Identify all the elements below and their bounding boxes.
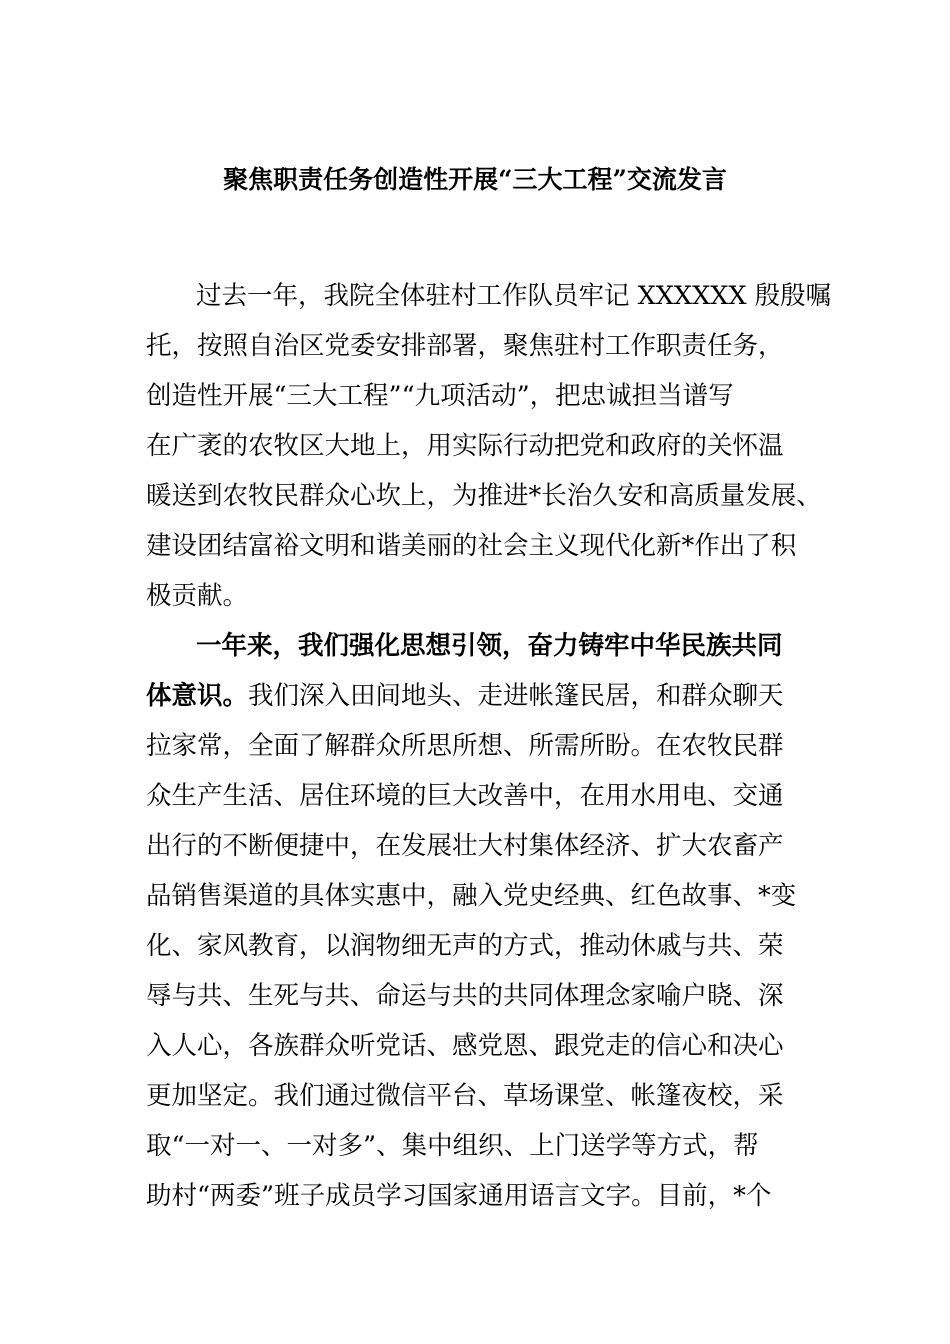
paragraph-line: 助村“两委”班子成员学习国家通用语言文字。目前，*个 <box>146 1181 772 1211</box>
paragraph-line: 辱与共、生死与共、命运与共的共同体理念家喻户晓、深 <box>146 981 784 1011</box>
document-title: 聚焦职责任务创造性开展“三大工程”交流发言 <box>223 165 727 194</box>
paragraph-line: 托，按照自治区党委安排部署，聚焦驻村工作职责任务， <box>146 331 784 361</box>
paragraph-line: 取“一对一、一对多”、集中组织、上门送学等方式，帮 <box>146 1131 759 1161</box>
section-heading: 一年来，我们强化思想引领，奋力铸牢中华民族共同 <box>196 631 783 661</box>
paragraph-line: 过去一年，我院全体驻村工作队员牢记 XXXXXX 殷殷嘱 <box>196 281 832 311</box>
paragraph-text: 我们深入田间地头、走进帐篷民居，和群众聊天 <box>248 681 784 711</box>
paragraph-line <box>146 676 784 716</box>
paragraph-line: 建设团结富裕文明和谐美丽的社会主义现代化新*作出了积 <box>146 531 797 561</box>
paragraph-line: 众生产生活、居住环境的巨大改善中，在用水用电、交通 <box>146 781 784 811</box>
paragraph-line: 品销售渠道的具体实惠中，融入党史经典、红色故事、*变 <box>146 881 797 911</box>
paragraph-line: 在广袤的农牧区大地上，用实际行动把党和政府的关怀温 <box>146 431 784 461</box>
paragraph-line: 化、家风教育，以润物细无声的方式，推动休戚与共、荣 <box>146 931 784 961</box>
paragraph-line: 更加坚定。我们通过微信平台、草场课堂、帐篷夜校，采 <box>146 1081 784 1111</box>
paragraph-line: 拉家常，全面了解群众所思所想、所需所盼。在农牧民群 <box>146 731 784 761</box>
section-heading-end: 体意识。 <box>146 681 249 711</box>
paragraph-line: 极贡献。 <box>146 581 249 611</box>
paragraph-line: 入人心，各族群众听党话、感党恩、跟党走的信心和决心 <box>146 1031 784 1061</box>
paragraph-line: 创造性开展“三大工程”“九项活动”，把忠诚担当谱写 <box>146 381 734 411</box>
paragraph-line: 出行的不断便捷中，在发展壮大村集体经济、扩大农畜产 <box>146 831 784 861</box>
paragraph-line: 暖送到农牧民群众心坎上，为推进*长治久安和高质量发展、 <box>146 481 822 511</box>
